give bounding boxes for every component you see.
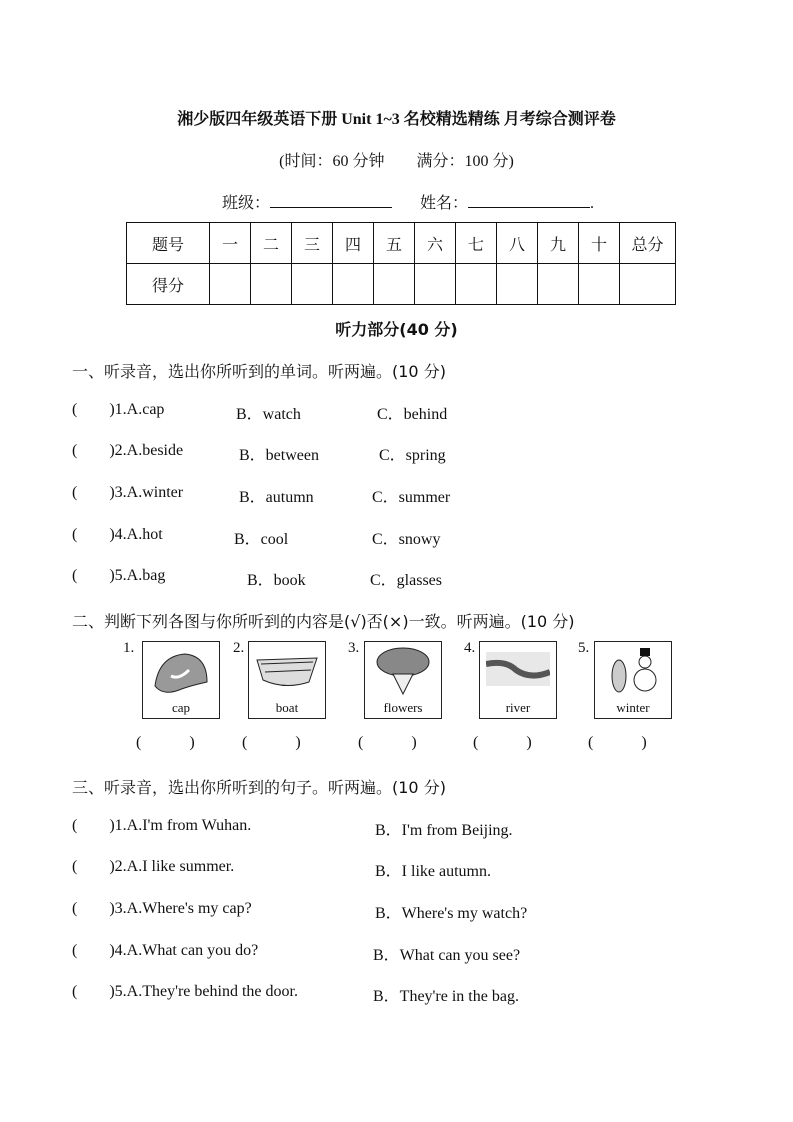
- question-stem: ( )2.A.I like summer.: [72, 858, 235, 875]
- score-input-cell[interactable]: [538, 264, 579, 305]
- picture-label: river: [505, 700, 531, 715]
- score-input-cell[interactable]: [292, 264, 333, 305]
- option-b: B．autumn: [239, 489, 314, 506]
- option-b: B．Where's my watch?: [375, 905, 528, 922]
- question-stem: ( )1.A.cap: [72, 401, 165, 418]
- question-stem: ( )5.A.They're behind the door.: [72, 983, 298, 1000]
- exam-info: (时间：60 分钟 满分：100 分): [279, 153, 514, 170]
- option-c: C．behind: [377, 406, 448, 423]
- score-input-cell[interactable]: [374, 264, 415, 305]
- question-stem: ( )3.A.Where's my cap?: [72, 900, 252, 917]
- score-header-cell: 七: [456, 223, 497, 264]
- score-header-cell: 四: [333, 223, 374, 264]
- answer-blank[interactable]: ( ): [136, 734, 195, 751]
- student-info: [222, 190, 594, 213]
- question-stem: ( )5.A.bag: [72, 567, 166, 584]
- option-b: B．cool: [234, 531, 289, 548]
- flowers-icon: [365, 642, 441, 700]
- answer-blank[interactable]: ( ): [358, 734, 417, 751]
- answer-blank[interactable]: ( ): [473, 734, 532, 751]
- option-b: B．book: [247, 572, 306, 589]
- score-header-cell: 八: [497, 223, 538, 264]
- section2-heading: 二、判断下列各图与你所听到的内容是(√)否(×)一致。听两遍。(10 分): [72, 612, 575, 631]
- score-input-cell[interactable]: [251, 264, 292, 305]
- picture-cap: [142, 641, 220, 719]
- answer-blank[interactable]: ( ): [588, 734, 647, 751]
- picture-number: 4.: [464, 640, 476, 656]
- option-c: C．snowy: [372, 531, 441, 548]
- option-b: B．They're in the bag.: [373, 988, 519, 1005]
- score-row-label: 得分: [127, 264, 210, 305]
- picture-number: 3.: [348, 640, 360, 656]
- exam-title: 湘少版四年级英语下册 Unit 1~3 名校精选精练 月考综合测评卷: [177, 111, 616, 128]
- name-label: 姓名：: [420, 195, 469, 212]
- score-input-cell[interactable]: [456, 264, 497, 305]
- question-stem: ( )1.A.I'm from Wuhan.: [72, 817, 252, 834]
- score-input-cell[interactable]: [333, 264, 374, 305]
- option-b: B．between: [239, 447, 319, 464]
- score-input-cell[interactable]: [579, 264, 620, 305]
- score-header-cell: 总分: [620, 223, 676, 264]
- score-header-cell: 二: [251, 223, 292, 264]
- score-input-cell[interactable]: [210, 264, 251, 305]
- winter-icon: [595, 642, 671, 700]
- question-stem: ( )4.A.What can you do?: [72, 942, 259, 959]
- answer-blank[interactable]: ( ): [242, 734, 301, 751]
- picture-winter: [594, 641, 672, 719]
- picture-label: flowers: [383, 700, 423, 715]
- option-b: B．watch: [236, 406, 301, 423]
- picture-river: [479, 641, 557, 719]
- picture-label: boat: [275, 700, 299, 715]
- name-field[interactable]: [468, 193, 590, 208]
- option-c: C．glasses: [370, 572, 443, 589]
- question-stem: ( )2.A.beside: [72, 442, 184, 459]
- part-title: 听力部分(40 分): [335, 320, 458, 339]
- question-stem: ( )3.A.winter: [72, 484, 184, 501]
- picture-number: 2.: [233, 640, 245, 656]
- score-header-cell: 五: [374, 223, 415, 264]
- option-b: B．I'm from Beijing.: [375, 822, 513, 839]
- score-input-cell[interactable]: [620, 264, 676, 305]
- cap-icon: [143, 642, 219, 700]
- class-field[interactable]: [270, 193, 392, 208]
- river-icon: [480, 642, 556, 700]
- option-c: C．spring: [379, 447, 446, 464]
- picture-label: cap: [171, 700, 191, 715]
- score-header-cell: 六: [415, 223, 456, 264]
- question-stem: ( )4.A.hot: [72, 526, 163, 543]
- name-end: .: [590, 195, 595, 212]
- section1-heading: 一、听录音，选出你所听到的单词。听两遍。(10 分): [72, 362, 446, 381]
- score-table: [126, 222, 676, 305]
- score-input-cell[interactable]: [415, 264, 456, 305]
- option-b: B．I like autumn.: [375, 863, 491, 880]
- picture-flowers: [364, 641, 442, 719]
- section3-heading: 三、听录音，选出你所听到的句子。听两遍。(10 分): [72, 778, 446, 797]
- class-label: 班级：: [222, 195, 271, 212]
- score-header-cell: 三: [292, 223, 333, 264]
- picture-label: winter: [616, 700, 650, 715]
- score-header-cell: 题号: [127, 223, 210, 264]
- score-input-cell[interactable]: [497, 264, 538, 305]
- option-c: C．summer: [372, 489, 451, 506]
- option-b: B．What can you see?: [373, 947, 521, 964]
- score-header-cell: 十: [579, 223, 620, 264]
- picture-number: 5.: [578, 640, 590, 656]
- boat-icon: [249, 642, 325, 700]
- score-header-cell: 一: [210, 223, 251, 264]
- picture-boat: [248, 641, 326, 719]
- score-header-cell: 九: [538, 223, 579, 264]
- picture-number: 1.: [123, 640, 135, 656]
